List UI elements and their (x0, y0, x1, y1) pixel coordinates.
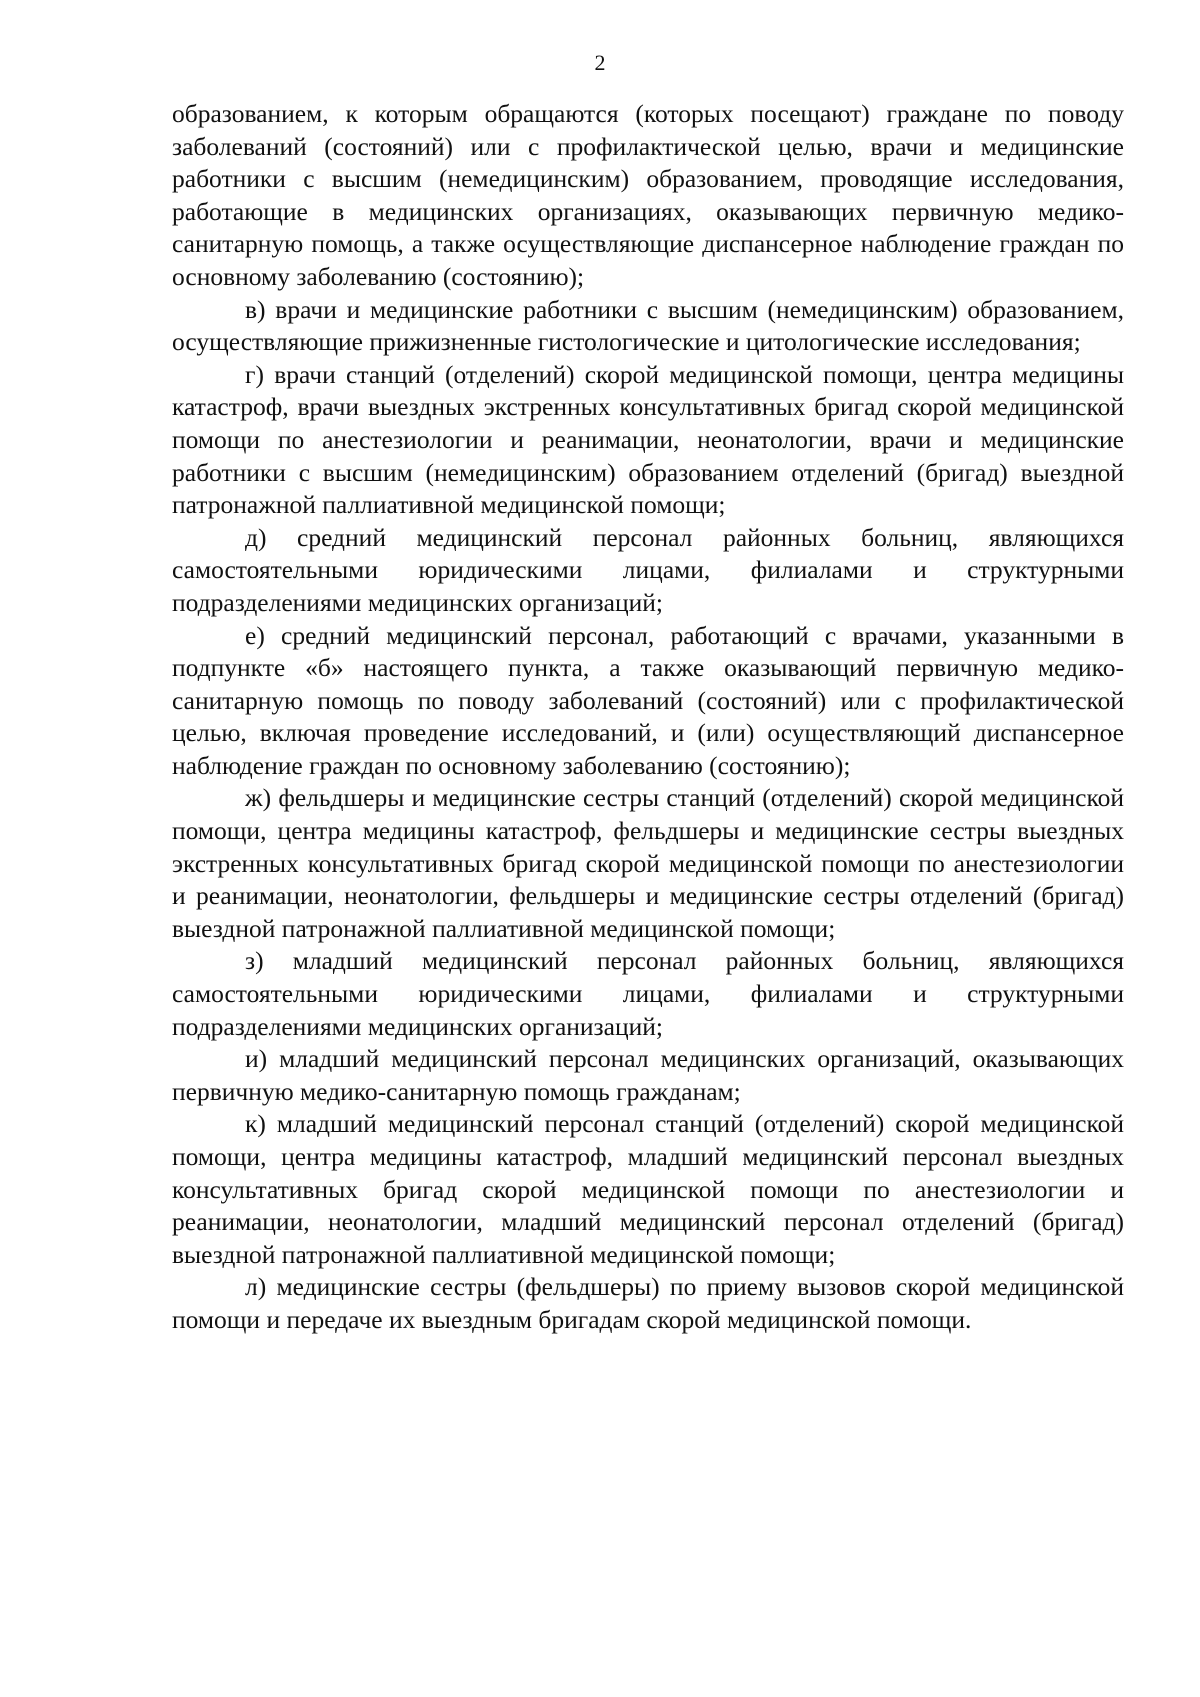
paragraph-item-v: в) врачи и медицинские работники с высшим (немедицинским) образованием, осуществляющие прижизненные гистологические и цитологические исследования; (172, 294, 1124, 357)
paragraph-item-i: и) младший медицинский персонал медицинских организаций, оказывающих первичную медико-санитарную помощь гражданам; (172, 1044, 1124, 1106)
paragraph-item-z: з) младший медицинский персонал районных больниц, являющихся самостоятельными юридическими лицами, филиалами и структурными подразделениями медицинских организаций; (172, 946, 1124, 1041)
paragraph-item-l: л) медицинские сестры (фельдшеры) по приему вызовов скорой медицинской помощи и передаче их выездным бригадам скорой медицинской помощи. (172, 1272, 1124, 1334)
paragraph-item-g: г) врачи станций (отделений) скорой медицинской помощи, центра медицины катастроф, врачи выездных экстренных консультативных бригад скорой медицинской помощи по анестезиологии и реанимации, неонатологии, врачи и медицинские работники с высшим (немедицинским) образованием отделений (бригад) выездной патронажной паллиативной медицинской помощи; (172, 359, 1124, 520)
document-body (172, 98, 1124, 1337)
paragraph-item-zh: ж) фельдшеры и медицинские сестры станций (отделений) скорой медицинской помощи, центра медицины катастроф, фельдшеры и медицинские сестры выездных экстренных консультативных бригад скорой медицинской помощи по анестезиологии и реанимации, неонатологии, фельдшеры и медицинские сестры отделений (бригад) выездной патронажной паллиативной медицинской помощи; (172, 783, 1124, 943)
paragraph-item-e: е) средний медицинский персонал, работающий с врачами, указанными в подпункте «б» настоящего пункта, а также оказывающий первичную медико-санитарную помощь по поводу заболеваний (состояний) или с профилактической целью, включая проведение исследований, и (или) осуществляющий диспансерное наблюдение граждан по основному заболеванию (состоянию); (172, 620, 1124, 780)
page-number: 2 (594, 50, 606, 75)
paragraph-item-d: д) средний медицинский персонал районных больниц, являющихся самостоятельными юридическими лицами, филиалами и структурными подразделениями медицинских организаций; (172, 522, 1124, 617)
paragraph-item-k: к) младший медицинский персонал станций (отделений) скорой медицинской помощи, центра медицины катастроф, младший медицинский персонал выездных консультативных бригад скорой медицинской помощи по анестезиологии и реанимации, неонатологии, младший медицинский персонал отделений (бригад) выездной патронажной паллиативной медицинской помощи; (172, 1109, 1124, 1269)
paragraph-continuation: образованием, к которым обращаются (которых посещают) граждане по поводу заболеваний (состояний) или с профилактической целью, врачи и медицинские работники с высшим (немедицинским) образованием, проводящие исследования, работающие в медицинских организациях, оказывающих первичную медико-санитарную помощь, а также осуществляющие диспансерное наблюдение граждан по основному заболеванию (состоянию); (172, 99, 1124, 291)
